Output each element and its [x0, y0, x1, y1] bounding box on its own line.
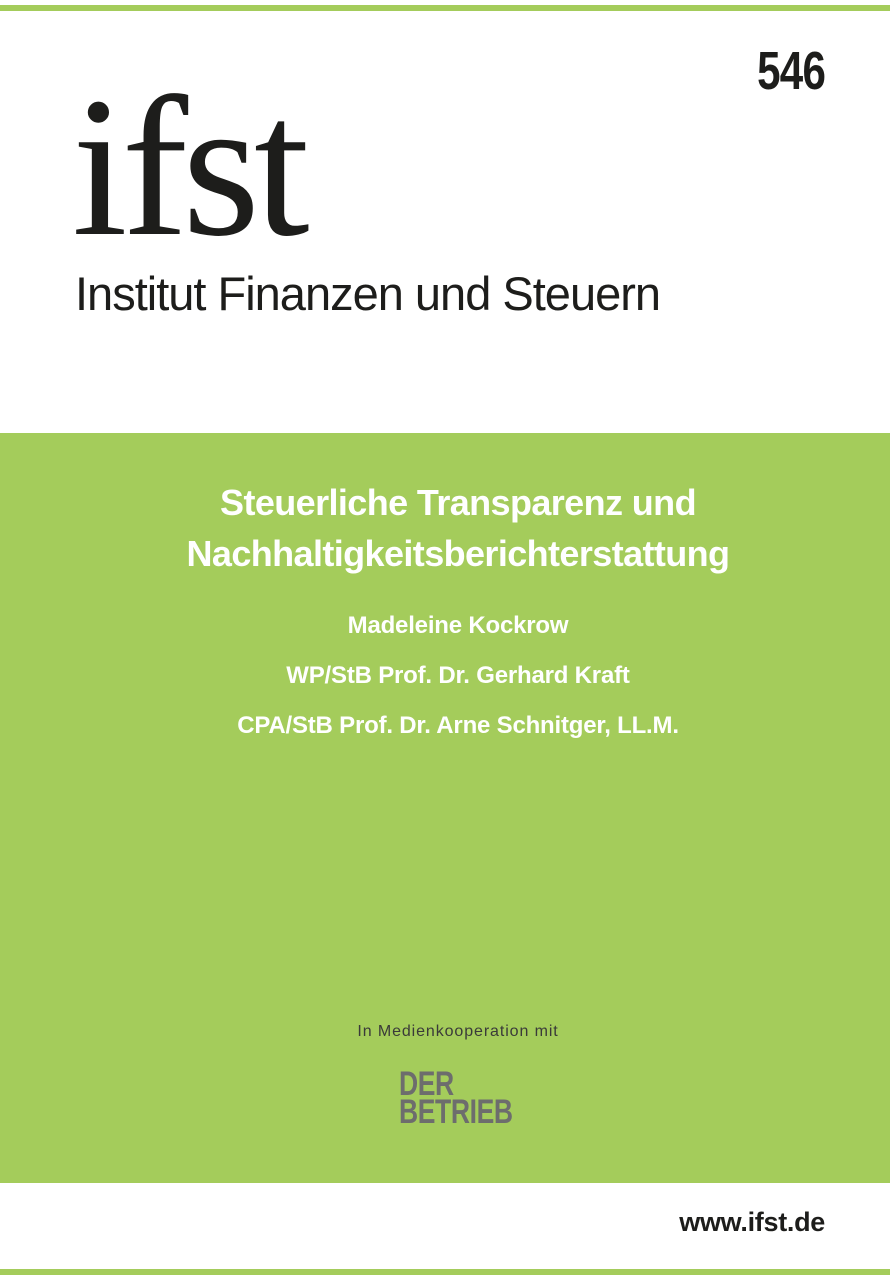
- issue-number: 546: [757, 41, 825, 101]
- author-3: CPA/StB Prof. Dr. Arne Schnitger, LL.M.: [237, 712, 679, 739]
- institute-name: Institut Finanzen und Steuern: [75, 267, 661, 320]
- publication-title: [26, 477, 890, 579]
- green-block-content: [0, 433, 890, 1183]
- author-2: WP/StB Prof. Dr. Gerhard Kraft: [286, 662, 630, 689]
- bottom-green-rule: [0, 1269, 890, 1275]
- partner-logo-line-1: DER: [399, 1065, 454, 1103]
- title-line-2: Nachhaltigkeitsberichterstattung: [186, 533, 730, 574]
- top-green-rule: [0, 5, 890, 11]
- partner-logo-container: [26, 1065, 890, 1131]
- ifst-logo: ifst: [72, 57, 304, 278]
- title-line-1: Steuerliche Transparenz und: [220, 482, 696, 523]
- der-betrieb-logo: [399, 1065, 517, 1131]
- author-1: Madeleine Kockrow: [347, 612, 569, 639]
- media-cooperation-label: In Medienkooperation mit: [357, 1023, 559, 1040]
- author-list: [26, 601, 890, 751]
- der-betrieb-logo-text: [399, 1065, 513, 1131]
- website-url: www.ifst.de: [679, 1207, 825, 1237]
- green-title-block: [0, 433, 890, 1183]
- partner-logo-line-2: BETRIEB: [399, 1092, 513, 1131]
